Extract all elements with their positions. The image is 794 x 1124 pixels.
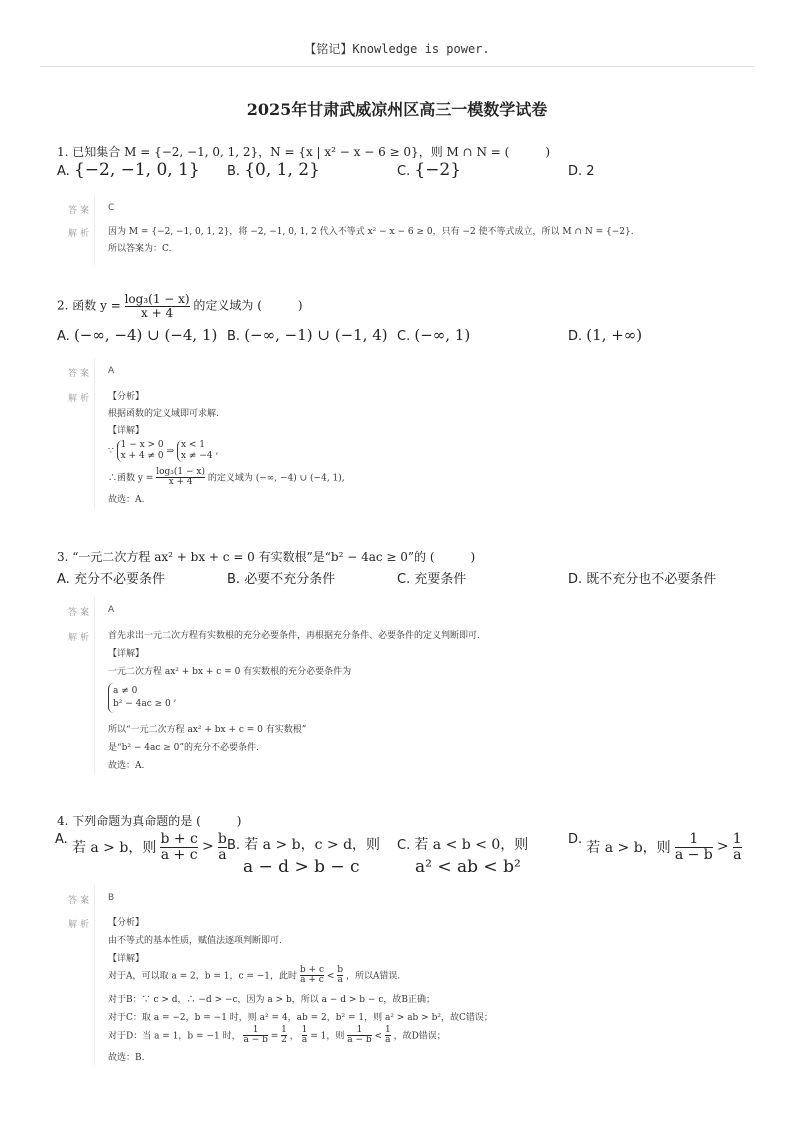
denominator: a [733, 846, 742, 863]
system-row: b² − 4ac ≥ 0 [113, 699, 171, 709]
numerator: b [217, 831, 227, 847]
option-letter: B. [227, 572, 241, 587]
numerator: 1 [732, 831, 742, 847]
numerator: log₃(1 − x) [156, 467, 205, 477]
option-letter: A. [57, 572, 70, 587]
denominator: x + 4 [125, 306, 190, 320]
option-text: 充分不必要条件 [73, 572, 165, 587]
system-row: x < 1 [180, 440, 206, 450]
option-text: 2 [586, 164, 595, 179]
answer-label: 答案 [68, 896, 93, 906]
q4-solution-line: 由不等式的基本性质，赋值法逐项判断即可. [108, 936, 282, 946]
question-2-text-pre: 函数 y = [72, 298, 121, 313]
q2-fenxi: 【分析】 [108, 392, 145, 402]
option-text: 既不充分也不必要条件 [586, 572, 717, 587]
q1-option-d[interactable] [568, 164, 595, 179]
option-text-line-2: a² < ab < b² [415, 857, 521, 877]
q3-option-b[interactable] [227, 568, 335, 587]
page-header: 【铭记】Knowledge is power. [304, 42, 490, 56]
fraction [156, 468, 205, 488]
q4-option-b[interactable] [227, 834, 380, 877]
option-text: 必要不充分条件 [244, 572, 336, 587]
q3-solution-line-4: 是“b² − 4ac ≥ 0”的充分不必要条件. [108, 743, 259, 753]
question-1-text: 已知集合 M = {−2, −1, 0, 1, 2}，N = {x | x² − x − 6 ≥ 0}，则 M ∩ N = ( ) [72, 145, 551, 159]
q2-domain-line [108, 468, 345, 488]
q2-system-line [108, 440, 218, 462]
numerator: 1 [301, 1025, 308, 1035]
q2-solution-line: 根据函数的定义域即可求解. [108, 409, 219, 419]
question-3-text: “一元二次方程 ax² + bx + c = 0 有实数根”是“b² − 4ac ≥ 0”的 ( ) [72, 550, 476, 564]
denominator: a [218, 846, 227, 863]
q4-conclusion: 故选：B. [108, 1053, 145, 1063]
equation-system [117, 440, 164, 462]
fraction [733, 832, 742, 862]
q1-option-a[interactable] [57, 160, 200, 180]
solution-divider [94, 597, 95, 775]
numerator: 1 [689, 831, 699, 847]
fraction [302, 1026, 308, 1046]
numerator: b [337, 965, 344, 975]
fraction [160, 832, 197, 862]
denominator: a [385, 1035, 391, 1046]
text: ，故D错误； [393, 1031, 446, 1042]
denominator: a − b [674, 846, 713, 863]
q3-solution-line-1: 首先求出一元二次方程有实数根的充分必要条件，再根据充分条件、必要条件的定义判断即可. [108, 631, 480, 641]
system-row: x ≠ −4 [180, 451, 213, 461]
therefore-text: ∴函数 y = [108, 473, 154, 484]
question-2-number: 2. [57, 298, 69, 313]
q3-option-d[interactable] [568, 568, 716, 587]
q3-system-line [108, 683, 177, 713]
q4-option-c[interactable] [397, 834, 528, 877]
question-1-stem [57, 143, 550, 160]
q4-solution-a [108, 966, 400, 986]
option-letter: B. [227, 329, 241, 344]
header-divider [40, 66, 754, 67]
equation-system [177, 440, 213, 462]
fraction [385, 1026, 391, 1046]
q1-solution-line-1: 因为 M = {−2, −1, 0, 1, 2}，将 −2, −1, 0, 1, 2 代入不等式 x² − x − 6 ≥ 0，只有 −2 使不等式成立，所以 M ∩ N = {−2}. [108, 227, 634, 237]
punctuation: , [215, 446, 219, 457]
question-3-stem [57, 548, 475, 565]
q2-conclusion: 故选：A. [108, 495, 145, 505]
option-text: 充要条件 [414, 572, 467, 587]
option-text: (−∞, −4) ∪ (−4, 1) [73, 326, 218, 344]
q4-solution-c: 对于C：取 a = −2，b = −1 时，则 a² = 4，ab = 2，b² = 1，则 a² > ab > b²，故C错误； [108, 1013, 493, 1023]
option-letter: C. [397, 329, 411, 344]
q2-option-d[interactable] [568, 326, 642, 344]
option-text: 若 a > b，则 [71, 840, 157, 857]
q2-option-c[interactable] [397, 326, 470, 344]
q4-option-d[interactable] [568, 832, 742, 862]
fraction [300, 966, 324, 986]
q3-conclusion: 故选：A. [108, 761, 145, 771]
question-2-stem [57, 293, 303, 319]
system-row: 1 − x > 0 [120, 440, 164, 450]
option-letter: D. [568, 572, 583, 587]
option-letter: B. [227, 838, 241, 853]
q2-option-b[interactable] [227, 326, 388, 344]
option-letter: C. [397, 164, 411, 179]
analysis-label: 解析 [68, 394, 93, 404]
system-row: a ≠ 0 [113, 686, 138, 696]
numerator: 1 [252, 1025, 259, 1035]
option-letter: C. [397, 572, 411, 587]
numerator: 1 [356, 1025, 363, 1035]
option-letter: D. [568, 329, 583, 344]
numerator: b + c [299, 965, 324, 975]
option-letter: B. [227, 164, 241, 179]
option-letter: D. [568, 832, 583, 847]
text: = 1，则 [310, 1031, 345, 1042]
because-symbol: ∵ [108, 446, 114, 457]
q1-solution-line-2: 所以答案为：C. [108, 244, 172, 254]
fraction [675, 832, 713, 862]
denominator: a − b [243, 1035, 268, 1046]
option-text: 若 a > b，则 [586, 840, 671, 857]
operator: > [202, 838, 214, 855]
page-title: 2025年甘肃武威凉州区高三一模数学试卷 [246, 100, 548, 119]
equation-system [108, 683, 171, 713]
operator: < [374, 1031, 383, 1042]
numerator: 1 [384, 1025, 391, 1035]
numerator: log₃(1 − x) [124, 292, 190, 306]
denominator: 2 [281, 1035, 287, 1046]
fraction [347, 1026, 371, 1046]
denominator: a + c [300, 975, 324, 986]
q4-solution-d [108, 1026, 446, 1046]
option-letter: A. [57, 329, 70, 344]
denominator: a − b [347, 1035, 372, 1046]
numerator: 1 [281, 1025, 287, 1035]
option-text: 若 a > b，c > d，则 [244, 837, 381, 853]
domain-text: 的定义域为 (−∞, −4) ∪ (−4, 1), [207, 473, 345, 484]
solution-divider [94, 885, 95, 1065]
q1-answer: C [108, 203, 115, 213]
numerator: b + c [160, 831, 198, 847]
option-text: (1, +∞) [586, 326, 643, 344]
denominator: a + c [160, 846, 198, 863]
text: 对于A，可以取 a = 2，b = 1，c = −1，此时 [108, 971, 298, 982]
option-letter: A. [55, 832, 68, 847]
question-4-text: 下列命题为真命题的是 ( ) [72, 814, 242, 828]
fraction [337, 966, 343, 986]
q3-xiangjie: 【详解】 [108, 649, 145, 659]
punctuation: , [173, 693, 177, 704]
option-text: 若 a < b < 0，则 [414, 837, 529, 853]
question-4-number: 4. [57, 814, 69, 828]
option-letter: C. [397, 838, 411, 853]
option-text: {−2} [414, 160, 462, 180]
fraction [243, 1026, 267, 1046]
question-3-number: 3. [57, 550, 69, 564]
solution-divider [94, 358, 95, 510]
option-letter: D. [568, 164, 583, 179]
system-row: x + 4 ≠ 0 [120, 451, 164, 461]
denominator: a [301, 1035, 308, 1046]
q4-answer: B [108, 893, 115, 903]
denominator: x + 4 [156, 477, 205, 487]
text: ， [289, 1031, 299, 1042]
q4-xiangjie: 【详解】 [108, 954, 145, 964]
fraction [281, 1026, 287, 1046]
text: 对于D：当 a = 1，b = −1 时， [108, 1031, 241, 1042]
analysis-label: 解析 [68, 633, 93, 643]
q3-option-a[interactable] [57, 568, 165, 587]
q1-option-b[interactable] [227, 160, 320, 180]
question-1-number: 1. [57, 145, 69, 159]
option-text: (−∞, 1) [414, 326, 471, 344]
question-4-stem [57, 812, 241, 829]
question-2-text-post: 的定义域为 ( ) [193, 298, 303, 313]
fraction [125, 293, 190, 319]
fraction [218, 832, 227, 862]
option-letter: A. [57, 164, 70, 179]
operator: > [716, 838, 729, 855]
operator: < [326, 971, 335, 982]
operator: = [270, 1031, 279, 1042]
q4-option-a[interactable] [55, 832, 227, 862]
text: ，所以A错误. [345, 971, 401, 982]
q4-fenxi: 【分析】 [108, 918, 145, 928]
option-text: {−2, −1, 0, 1} [73, 160, 200, 180]
q3-option-c[interactable] [397, 568, 466, 587]
q2-xiangjie: 【详解】 [108, 426, 145, 436]
answer-label: 答案 [68, 206, 93, 216]
q1-option-c[interactable] [397, 160, 461, 180]
option-text: {0, 1, 2} [244, 160, 320, 180]
solution-divider [94, 195, 95, 265]
q3-solution-line-3: 所以“一元二次方程 ax² + bx + c = 0 有实数根” [108, 725, 307, 735]
option-text: (−∞, −1) ∪ (−1, 4) [244, 326, 388, 344]
implies-symbol: ⇒ [166, 446, 175, 457]
analysis-label: 解析 [68, 229, 93, 239]
q2-answer: A [108, 366, 115, 376]
denominator: a [337, 975, 343, 986]
q4-solution-b: 对于B：∵ c > d，∴ −d > −c，因为 a > b，所以 a − d > b − c，故B正确； [108, 995, 435, 1005]
analysis-label: 解析 [68, 920, 93, 930]
option-text-line-2: a − d > b − c [243, 857, 360, 877]
answer-label: 答案 [68, 369, 93, 379]
q3-solution-line-2: 一元二次方程 ax² + bx + c = 0 有实数根的充分必要条件为 [108, 667, 352, 677]
answer-label: 答案 [68, 608, 93, 618]
q3-answer: A [108, 605, 115, 615]
q2-option-a[interactable] [57, 326, 217, 344]
